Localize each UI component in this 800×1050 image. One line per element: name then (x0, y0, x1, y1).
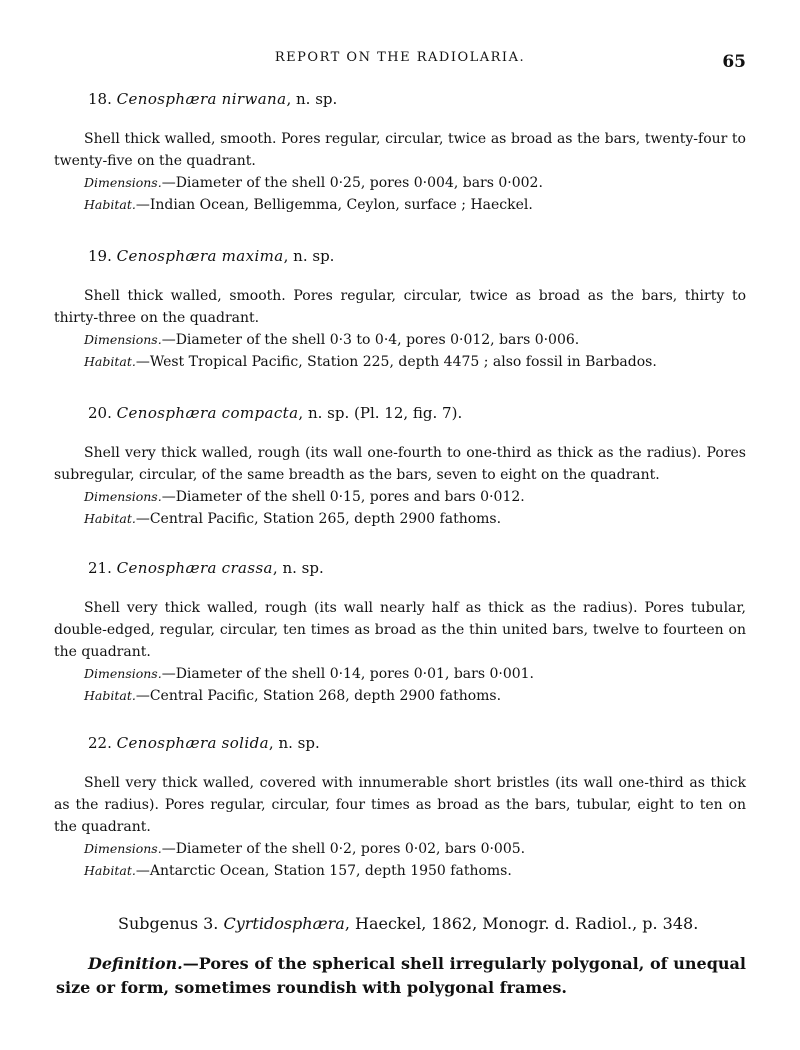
dimensions-text: —Diameter of the shell 0·2, pores 0·02, bars 0·005. (161, 841, 526, 857)
subgenus-name: Cyrtidosphæra (223, 914, 345, 933)
species-name: solida (221, 734, 269, 752)
species-entry-22 (54, 732, 746, 882)
habitat-line (54, 351, 746, 373)
species-entry-18 (54, 88, 746, 216)
entry-number: 21. (88, 559, 112, 577)
species-entry-19 (54, 245, 746, 373)
entry-number: 18. (88, 90, 112, 108)
genus-name: Cenosphæra (116, 247, 217, 265)
plate-reference: (Pl. 12, fig. 7). (349, 404, 463, 422)
species-name: crassa (221, 559, 273, 577)
subgenus-prefix: Subgenus 3. (118, 914, 224, 933)
habitat-label: Habitat. (84, 197, 136, 212)
genus-name: Cenosphæra (116, 734, 217, 752)
entry-description: Shell very thick walled, rough (its wall one-fourth to one-third as thick as the radius). Pores subregular, circular, of the same breadth as the bars, seven to eight on the quadrant. (54, 445, 746, 483)
habitat-line (54, 194, 746, 216)
genus-name: Cenosphæra (116, 559, 217, 577)
habitat-label: Habitat. (84, 688, 136, 703)
species-name: nirwana (221, 90, 287, 108)
genus-name: Cenosphæra (116, 90, 217, 108)
dimensions-text: —Diameter of the shell 0·3 to 0·4, pores 0·012, bars 0·006. (161, 332, 580, 348)
definition-label: Definition. (88, 954, 183, 973)
nomenclature-suffix: , n. sp. (268, 734, 320, 752)
dimensions-label: Dimensions. (84, 332, 162, 347)
running-head: REPORT ON THE RADIOLARIA. (274, 50, 526, 65)
species-entry-21 (54, 557, 746, 707)
habitat-label: Habitat. (84, 354, 136, 369)
nomenclature-suffix: , n. sp. (283, 247, 335, 265)
dimensions-line (54, 663, 746, 685)
dimensions-line (54, 486, 746, 508)
habitat-text: —West Tropical Pacific, Station 225, depth 4475 ; also fossil in Barbados. (135, 354, 657, 370)
habitat-text: —Indian Ocean, Belligemma, Ceylon, surface ; Haeckel. (135, 197, 533, 213)
entry-heading (54, 245, 746, 267)
entry-heading (54, 732, 746, 754)
subgenus-heading (118, 912, 758, 936)
dimensions-line (54, 838, 746, 860)
subgenus-citation: , Haeckel, 1862, Monogr. d. Radiol., p. 348. (344, 914, 699, 933)
species-name: compacta (221, 404, 299, 422)
definition-text: —Pores of the spherical shell irregularly polygonal, of unequal size or form, sometimes roundish with polygonal frames. (56, 954, 746, 997)
dimensions-line (54, 172, 746, 194)
habitat-label: Habitat. (84, 863, 136, 878)
genus-name: Cenosphæra (116, 404, 217, 422)
habitat-label: Habitat. (84, 511, 136, 526)
entry-description: Shell thick walled, smooth. Pores regular, circular, twice as broad as the bars, thirty to thirty-three on the quadrant. (54, 288, 746, 326)
dimensions-label: Dimensions. (84, 666, 162, 681)
dimensions-label: Dimensions. (84, 841, 162, 856)
nomenclature-suffix: , n. sp. (286, 90, 338, 108)
entry-description: Shell very thick walled, rough (its wall nearly half as thick as the radius). Pores tubular, double-edged, regular, circular, ten times as broad as the thin united bars, twelve to fourteen on the quadrant. (54, 600, 746, 660)
page-number: 65 (722, 52, 746, 72)
entry-heading (54, 557, 746, 579)
habitat-text: —Central Pacific, Station 265, depth 2900 fathoms. (135, 511, 502, 527)
dimensions-label: Dimensions. (84, 489, 162, 504)
habitat-line (54, 508, 746, 530)
entry-heading (54, 402, 746, 424)
dimensions-text: —Diameter of the shell 0·25, pores 0·004, bars 0·002. (161, 175, 543, 191)
habitat-text: —Antarctic Ocean, Station 157, depth 1950 fathoms. (135, 863, 512, 879)
habitat-line (54, 860, 746, 882)
dimensions-text: —Diameter of the shell 0·14, pores 0·01, bars 0·001. (161, 666, 535, 682)
entry-number: 20. (88, 404, 112, 422)
habitat-line (54, 685, 746, 707)
dimensions-text: —Diameter of the shell 0·15, pores and bars 0·012. (161, 489, 525, 505)
entry-description: Shell very thick walled, covered with innumerable short bristles (its wall one-third as thick as the radius). Pores regular, circular, four times as broad as the bars, tubular, eight to ten on the quadrant. (54, 775, 746, 835)
entry-number: 22. (88, 734, 112, 752)
dimensions-line (54, 329, 746, 351)
species-name: maxima (221, 247, 284, 265)
nomenclature-suffix: , n. sp. (272, 559, 324, 577)
habitat-text: —Central Pacific, Station 268, depth 2900 fathoms. (135, 688, 502, 704)
nomenclature-suffix: , n. sp. (298, 404, 350, 422)
entry-description: Shell thick walled, smooth. Pores regular, circular, twice as broad as the bars, twenty-four to twenty-five on the quadrant. (54, 131, 746, 169)
dimensions-label: Dimensions. (84, 175, 162, 190)
species-entry-20 (54, 402, 746, 530)
entry-number: 19. (88, 247, 112, 265)
entry-heading (54, 88, 746, 110)
definition-paragraph (56, 952, 746, 1000)
